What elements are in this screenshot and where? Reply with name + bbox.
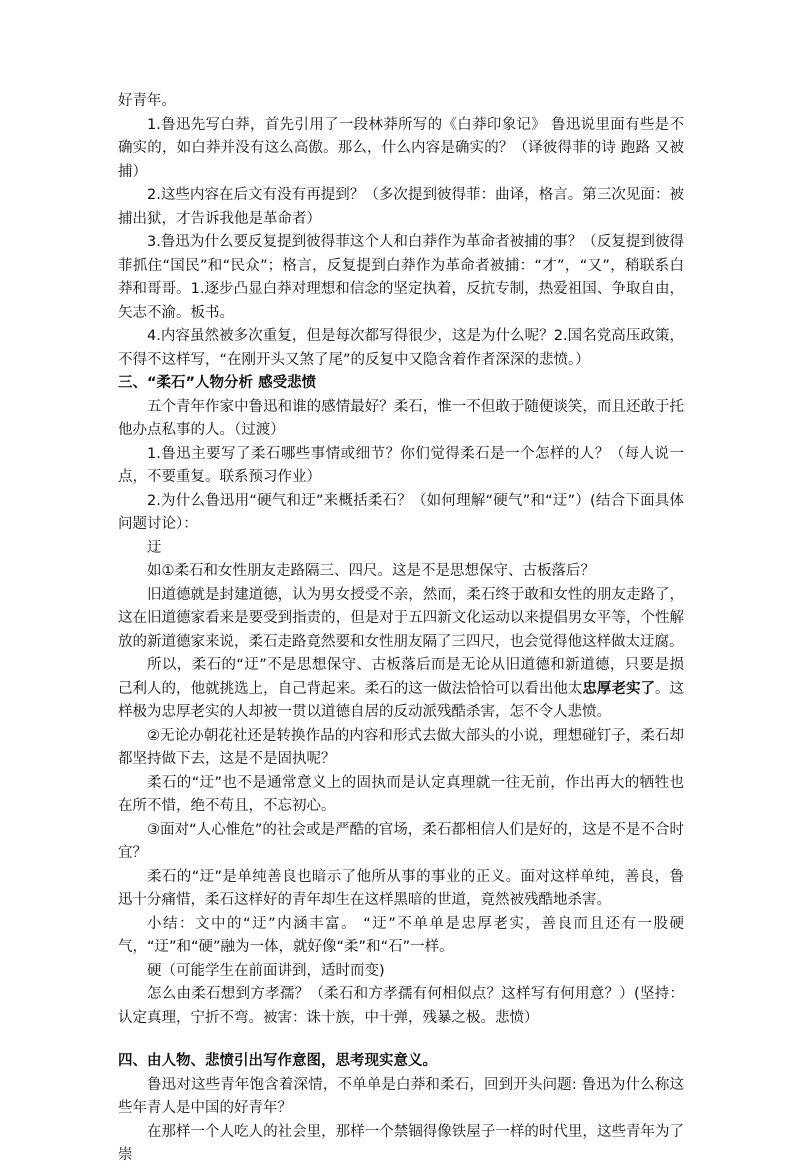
paragraph: 在那样一个人吃人的社会里，那样一个禁锢得像铁屋子一样的时代里，这些青年为了崇 (118, 1123, 684, 1163)
paragraph: 硬（可能学生在前面讲到，适时而变) (147, 962, 385, 979)
section-heading: 四、由人物、悲愤引出写作意图，思考现实意义。 (118, 1053, 437, 1069)
paragraph: 1.鲁迅先写白莽，首先引用了一段林莽所写的《白莽印象记》 鲁迅说里面有些是不确实的，如白莽并没有这么高傲。那么，什么内容是确实的？（译彼得菲的诗 跑路 又被捕） (118, 116, 684, 180)
blank-line (118, 1030, 684, 1050)
paragraph: 旧道德就是封建道德，认为男女授受不亲，然而，柔石终于敢和女性的朋友走路了，这在旧道德家看来是要受到指责的，但是对于五四新文化运动以来提倡男女平等，个性解放的新道德家来说，柔石走路竟然要和女性朋友隔了三四尺，也会觉得他这样做太迂腐。 (118, 586, 684, 650)
document-page (118, 90, 684, 1168)
paragraph: 鲁迅对这些青年饱含着深情，不单单是白莽和柔石，回到开头问题: 鲁迅为什么称这些年青人是中国的好青年？ (118, 1076, 684, 1116)
paragraph: 2.为什么鲁迅用“硬气和迂”来概括柔石？（如何理解“硬气”和“迂”）(结合下面具体问题讨论）： (118, 492, 684, 532)
bold-emphasis: 忠厚老实了 (582, 680, 655, 697)
paragraph: 1.鲁迅主要写了柔石哪些事情或细节？你们觉得柔石是一个怎样的人？（每人说一点，不要重复。联系预习作业） (118, 445, 684, 485)
paragraph: 小结：文中的“迂”内涵丰富。 “迂”不单单是忠厚老实，善良而且还有一股硬气，“迂”和“硬”融为一体，就好像“柔”和“石”一样。 (118, 915, 684, 955)
paragraph (118, 654, 684, 725)
paragraph: 五个青年作家中鲁迅和谁的感情最好？柔石，惟一不但敢于随便谈笑，而且还敢于托他办点私事的人。（过渡） (118, 398, 684, 438)
paragraph-text: 所以，柔石的“迂”不是思想保守、古板落后而是无论从旧道德和新道德，只要是损己利人的，他就挑选上，自己背起来。柔石的这一做法恰恰可以看出他太 (118, 657, 684, 697)
paragraph: 柔石的“迂”也不是通常意义上的固执而是认定真理就一往无前，作出再大的牺牲也在所不惜，绝不苟且，不忘初心。 (118, 774, 684, 814)
paragraph: 好青年。 (118, 93, 176, 109)
paragraph: ③面对“人心惟危”的社会或是严酷的官场，柔石都相信人们是好的，这是不是不合时宜？ (118, 821, 684, 861)
section-heading: 三、“柔石”人物分析 感受悲愤 (118, 375, 317, 391)
paragraph: 迂 (147, 539, 162, 556)
paragraph: 3.鲁迅为什么要反复提到彼得菲这个人和白莽作为革命者被捕的事？（反复提到彼得菲抓住“国民”和“民众”；格言，反复提到白莽作为革命者被捕：“才”，“又”，稍联系白莽和哥哥。1.逐步凸显白莽对理想和信念的坚定执着，反抗专制，热爱祖国、争取自由，矢志不渝。板书。 (118, 234, 684, 321)
paragraph: ②无论办朝花社还是转换作品的内容和形式去做大部头的小说，理想碰钉子，柔石却都坚持做下去，这是不是固执呢？ (118, 727, 684, 767)
paragraph: 2.这些内容在后文有没有再提到？（多次提到彼得菲：曲译，格言。第三次见面：被捕出狱，才告诉我他是革命者） (118, 187, 684, 227)
paragraph-text: 。这样极为忠厚老实的人却被一贯以道德自居的反动派残酷杀害，怎不令人悲愤。 (118, 680, 685, 720)
paragraph: 4.内容虽然被多次重复，但是每次都写得很少，这是为什么呢？2.国名党高压政策，不得不这样写，“在刚开头又煞了尾”的反复中又隐含着作者深深的悲愤。） (118, 328, 684, 368)
paragraph: 如①柔石和女性朋友走路隔三、四尺。这是不是思想保守、古板落后？ (147, 563, 595, 579)
paragraph: 柔石的“迂”是单纯善良也暗示了他所从事的事业的正义。面对这样单纯，善良，鲁迅十分痛惜，柔石这样好的青年却生在这样黑暗的世道，竟然被残酷地杀害。 (118, 868, 684, 908)
paragraph: 怎么由柔石想到方孝孺？（柔石和方孝孺有何相似点？这样写有何用意？）(坚持：认定真理，宁折不弯。被害：诛十族，中十弹，残暴之极。悲愤） (118, 986, 684, 1026)
